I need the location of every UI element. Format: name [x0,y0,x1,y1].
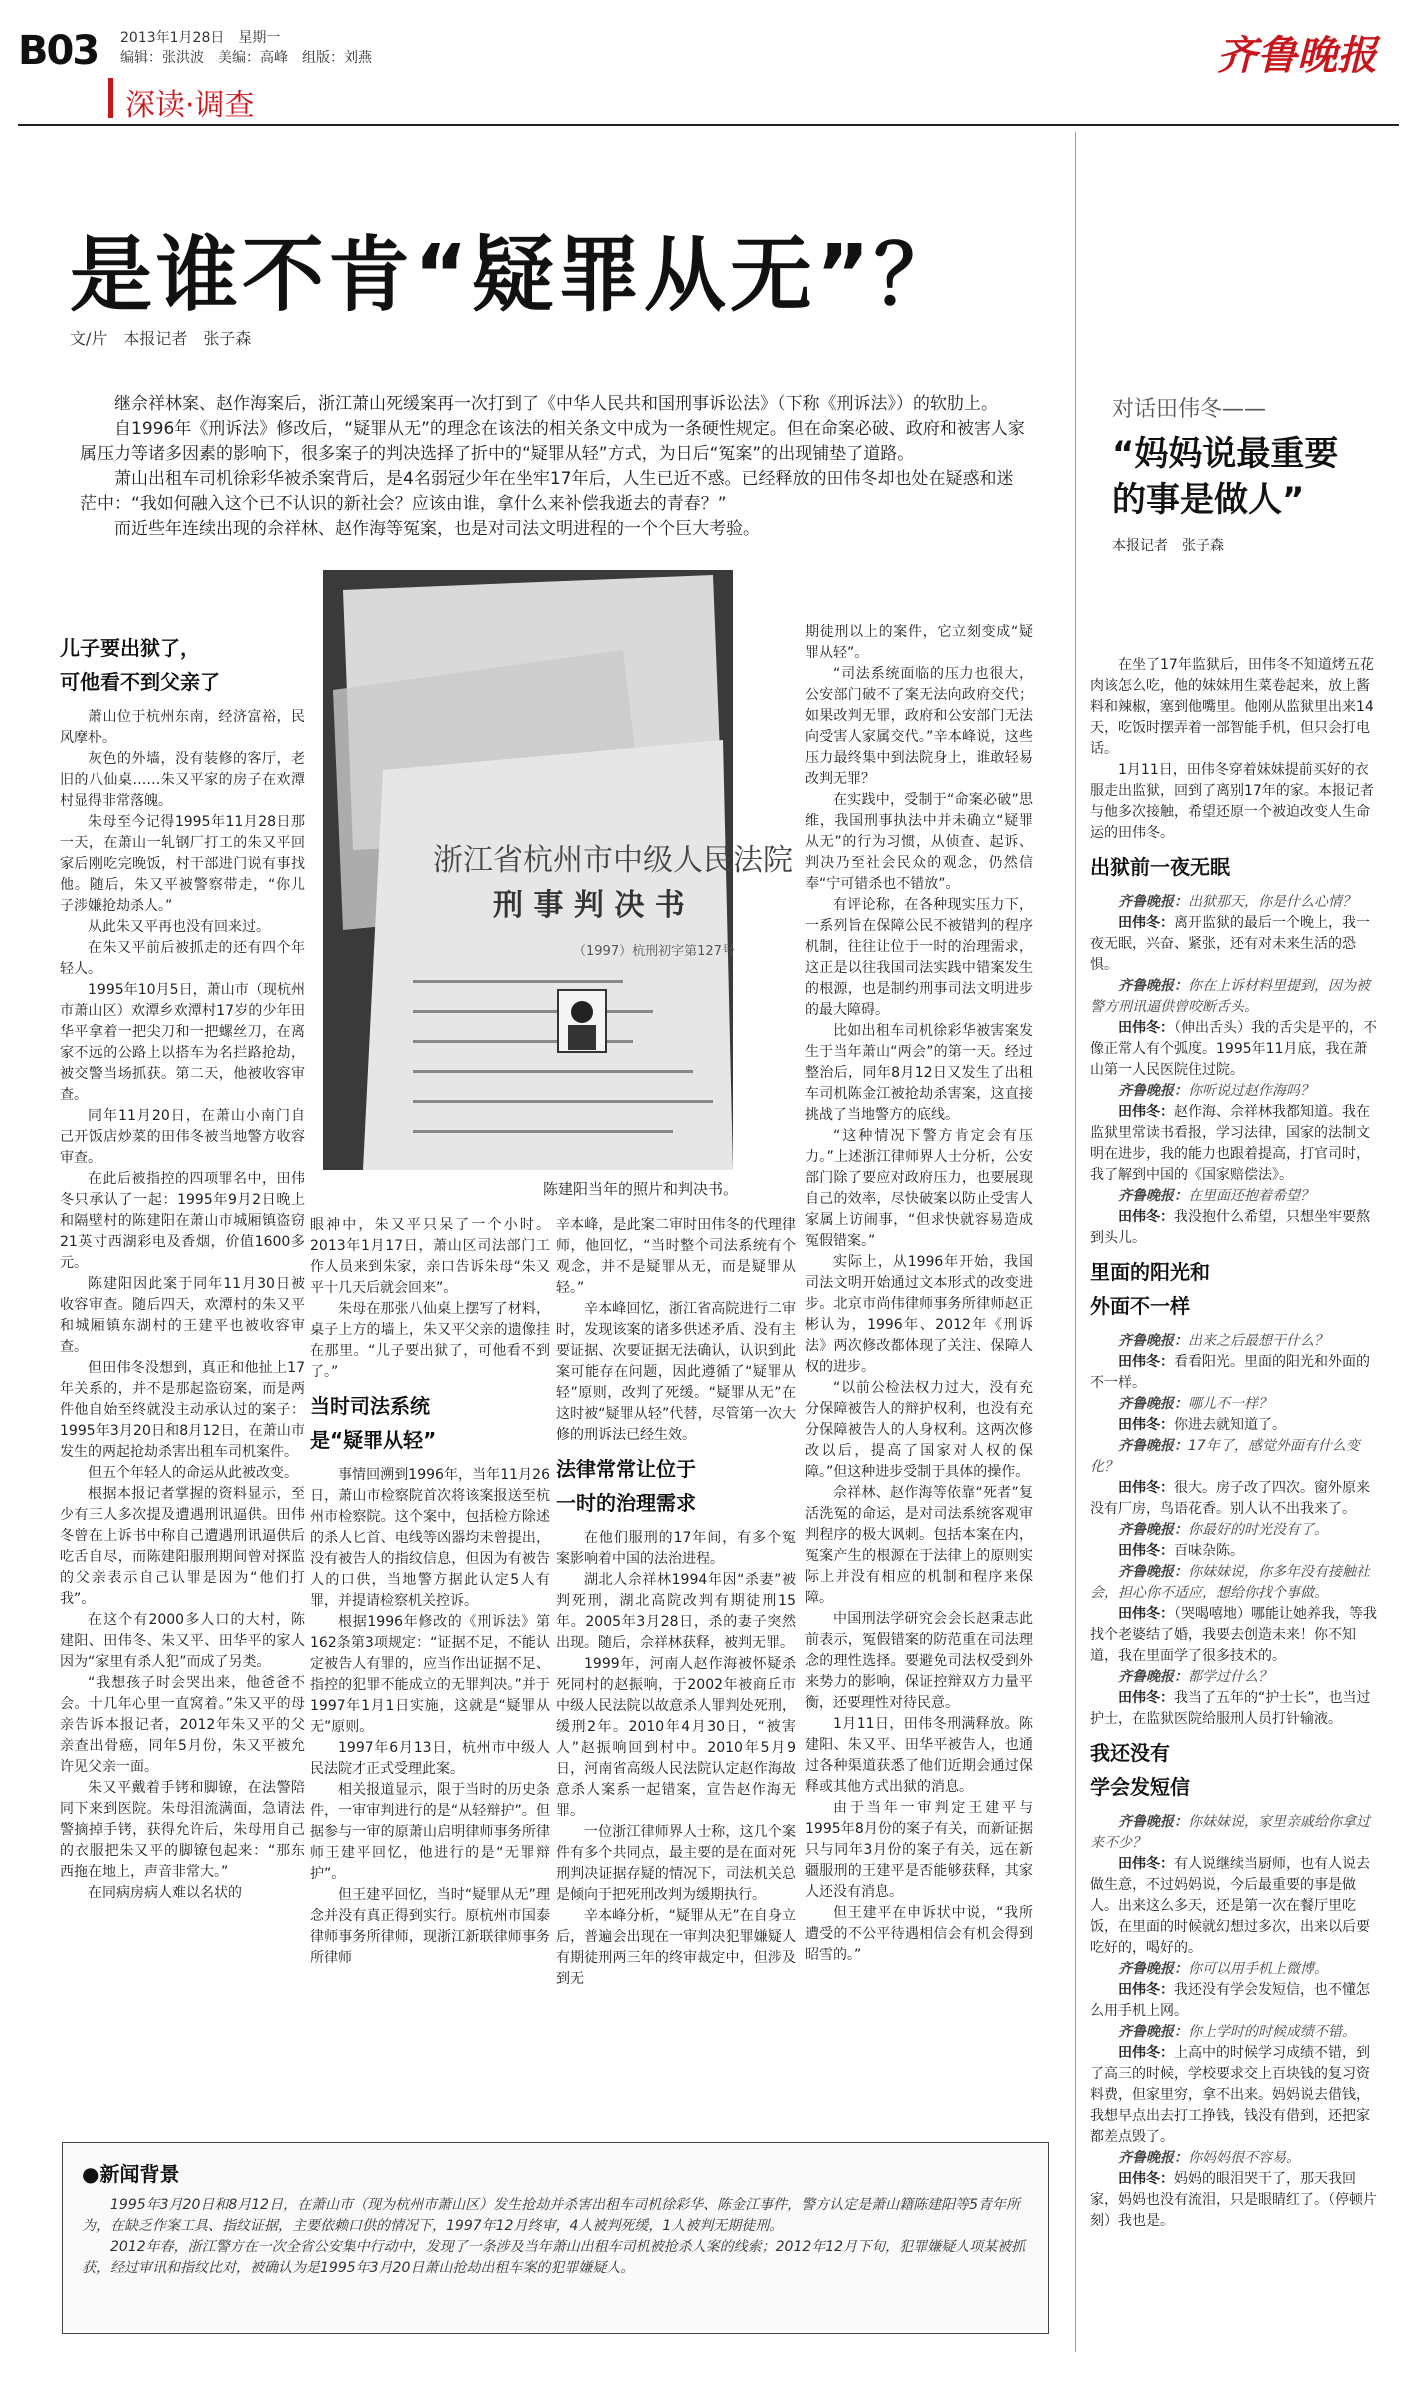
answer [1090,1352,1380,1394]
answer [1090,1541,1380,1562]
question [1090,1667,1380,1688]
utterance: 我当了五年的“护士长”，也当过护士，在监狱医院给服刑人员打针输液。 [1090,1690,1371,1727]
paragraph: 根据本报记者掌握的资料显示，至少有三人多次提及遭遇刑讯逼供。田伟冬曾在上诉书中称自己遭遇刑讯逼供后吃舌自尽，而陈建阳服刑期间曾对探监的父亲表示自己认罪是因为“他们打我”。 [60,1486,305,1607]
question [1090,1436,1380,1478]
question [1090,1562,1380,1604]
paragraph: 辛本峰，是此案二审时田伟冬的代理律师，他回忆，“当时整个司法系统有个观念，并不是疑罪从无，而是疑罪从轻。” [556,1217,796,1296]
news-background-label: 新闻背景 [99,2162,180,2186]
question [1090,1394,1380,1415]
column-divider [1075,132,1076,2352]
speaker: 田伟冬： [1118,1856,1174,1872]
paragraph: 但田伟冬没想到，真正和他扯上17年关系的，并不是那起盗窃案，而是两件他自始至终就没主动承认过的案子：1995年3月20日和8月12日，在萧山市发生的两起抢劫杀害出租车司机案件。 [60,1360,305,1460]
speaker: 齐鲁晚报： [1118,1522,1188,1538]
paragraph: 1995年10月5日，萧山市（现杭州市萧山区）欢潭乡欢潭村17岁的少年田华平拿着一把尖刀和一把螺丝刀，在离家不远的公路上以搭车为名拦路抢劫，被交警当场抓获。第二天，他被收容审查。 [60,982,305,1103]
paragraph: 1999年，河南人赵作海被怀疑杀死同村的赵振响，于2002年被商丘市中级人民法院以故意杀人罪判处死刑，缓刑2年。2010年4月30日，“被害人”赵振响回到村中。2010年5月9日，河南省高级人民法院认定赵作海故意杀人案系一起错案，宣告赵作海无罪。 [556,1656,796,1819]
utterance: 你妹妹说，你多年没有接触社会，担心你不适应，想给你找个事做。 [1090,1564,1370,1601]
section-marker [108,78,113,118]
speaker: 田伟冬： [1118,1209,1174,1225]
article-column-3 [556,1215,796,1990]
answer [1090,1415,1380,1436]
article-column-2 [310,1215,550,1969]
headline: 是谁不肯“疑罪从无”？ [70,228,960,323]
answer [1090,2043,1380,2148]
utterance: 有人说继续当厨师，也有人说去做生意，不过妈妈说，今后最重要的事是做人。出来这么多天，还是第一次在餐厅里吃饭，在里面的时候就幻想过多次，出来以后要吃好的，喝好的。 [1090,1856,1370,1956]
sidebar-header [1112,392,1382,555]
paragraph: 根据1996年修改的《刑诉法》第162条第3项规定：“证据不足，不能认定被告人有罪的，应当作出证据不足、指控的犯罪不能成立的无罪判决。”并于1997年1月1日实施，这就是“疑罪从无”原则。 [310,1614,550,1735]
utterance: 你最好的时光没有了。 [1188,1522,1328,1538]
subhead [1090,1736,1380,1804]
sidebar-kicker: 对话田伟冬—— [1112,397,1267,422]
utterance: 你可以用手机上微博。 [1188,1961,1328,1977]
answer [1090,1604,1380,1667]
paragraph: 由于当年一审判定王建平与1995年8月份的案子有关，而新证据只与同年3月份的案子有关，远在新疆服刑的王建平是否能够获释，其家人还没有消息。 [805,1800,1033,1900]
paragraph: 在此后被指控的四项罪名中，田伟冬只承认了一起：1995年9月2日晚上和隔壁村的陈建阳在萧山市城厢镇盗窃21英寸西湖彩电及香烟，价值1600多元。 [60,1171,305,1271]
answer [1090,1018,1380,1081]
paragraph: 同年11月20日，在萧山小南门自己开饭店炒菜的田伟冬被当地警方收容审查。 [60,1108,305,1166]
utterance: 出狱那天，你是什么心情？ [1188,894,1356,910]
subhead-line: 里面的阳光和 [1090,1260,1210,1284]
speaker: 田伟冬： [1118,1354,1174,1370]
paragraph: 事情回溯到1996年，当年11月26日，萧山市检察院首次将该案报送至杭州市检察院。这个案中，包括检方除述的杀人匕首、电线等凶器均未曾提出，没有被告人的指纹信息，但因为有被告人的口供，当地警方据此认定5人有罪，并提请检察机关控诉。 [310,1467,550,1609]
question [1090,2148,1380,2169]
header-meta [120,28,372,68]
speaker: 齐鲁晚报： [1118,978,1188,994]
article-column-1 [60,625,305,1904]
speaker: 齐鲁晚报： [1118,2024,1188,2040]
utterance: 你进去就知道了。 [1174,1417,1286,1433]
speaker: 田伟冬： [1118,1606,1174,1622]
utterance: 你妹妹说，家里亲戚给你拿过来不少？ [1090,1814,1370,1851]
paragraph: 但五个年轻人的命运从此被改变。 [88,1465,298,1481]
utterance: 17年了，感觉外面有什么变化？ [1090,1438,1360,1475]
lead-paragraph: 萧山出租车司机徐彩华被杀案背后，是4名弱冠少年在坐牢17年后，人生已近不惑。已经释放的田伟冬却也处在疑惑和迷茫中：“我如何融入这个已不认识的新社会？应该由谁，拿什么来补偿我逝去的青春？” [80,469,1014,514]
paragraph: 在同病房病人难以名状的 [88,1885,242,1901]
news-background-title [82,2158,179,2187]
paragraph: 1月11日，田伟冬刑满释放。陈建阳、朱又平、田华平被告人，也通过各种渠道获悉了他们近期会通过保释或其他方式出狱的消息。 [805,1716,1033,1795]
doc-case-number: （1997）杭刑初字第127号 [573,944,735,959]
paragraph: 1997年6月13日，杭州市中级人民法院才正式受理此案。 [310,1740,550,1777]
subhead-line: 法律常常让位于 [556,1457,696,1481]
article-column-4 [805,622,1033,1966]
utterance: 赵作海、佘祥林我都知道。我在监狱里常读书看报，学习法律，国家的法制文明在进步，我的能力也跟着提高，打官司时，我了解到中国的《国家赔偿法》。 [1090,1104,1370,1183]
question [1090,976,1380,1018]
paragraph: 陈建阳因此案于同年11月30日被收容审查。随后四天，欢潭村的朱又平和城厢镇东湖村的王建平也被收容审查。 [60,1276,305,1355]
speaker: 齐鲁晚报： [1118,1333,1188,1349]
utterance: 百味杂陈。 [1174,1543,1244,1559]
utterance: 你上学时的时候成绩不错。 [1188,2024,1356,2040]
utterance: 我没抱什么希望，只想坐牢要熬到头儿。 [1090,1209,1370,1246]
section-title: 深读·调查 [125,88,255,123]
answer [1090,913,1380,976]
qa-block [1090,1812,1380,2232]
utterance: 你妈妈很不容易。 [1188,2150,1300,2166]
paragraph: “我想孩子时会哭出来，他爸爸不会。十几年心里一直窝着。”朱又平的母亲告诉本报记者，2012年朱又平的父亲查出骨癌，同年5月份，朱又平被允许见父亲一面。 [60,1675,305,1775]
speaker: 田伟冬： [1118,1982,1174,1998]
lead-paragraph: 而近些年连续出现的佘祥林、赵作海等冤案，也是对司法文明进程的一个个巨大考验。 [114,519,760,539]
question [1090,1081,1380,1102]
answer [1090,1207,1380,1249]
question [1090,1520,1380,1541]
speaker: 田伟冬： [1118,1690,1174,1706]
paragraph: “这种情况下警方肯定会有压力。”上述浙江律师界人士分析，公安部门除了要应对政府压力，也要展现自己的效率，尽快破案以防止受害人家属上访闹事，“但求快就容易造成冤假错案。” [805,1128,1033,1249]
paragraph: 一位浙江律师界人士称，这几个案件有多个共同点，最主要的是在面对死刑判决证据存疑的情况下，司法机关总是倾向于把死刑改判为缓期执行。 [556,1824,796,1903]
paragraph: 在朱又平前后被抓走的还有四个年轻人。 [60,940,305,977]
speaker: 齐鲁晚报： [1118,1961,1188,1977]
answer [1090,2169,1380,2232]
paragraph: 朱母至今记得1995年11月28日那一天，在萧山一轧钢厂打工的朱又平回家后刚吃完晚饭，村干部进门说有事找他。随后，朱又平被警察带走，“你儿子涉嫌抢劫杀人。” [60,814,305,914]
speaker: 田伟冬： [1118,915,1174,931]
paragraph: 中国刑法学研究会会长赵秉志此前表示，冤假错案的防范重在司法理念的理性选择。要避免司法权受到外来势力的影响，保证控辩双方力量平衡，还要理性对待民意。 [805,1611,1033,1711]
utterance: 妈妈的眼泪哭干了，那天我回家，妈妈也没有流泪，只是眼睛红了。（停顿片刻）我也是。 [1090,2171,1377,2229]
header-date: 2013年1月28日 星期一 [120,30,281,46]
paragraph: 1月11日，田伟冬穿着妹妹提前买好的衣服走出监狱，回到了离别17年的家。本报记者与他多次接触，希望还原一个被迫改变人生命运的田伟冬。 [1090,762,1374,841]
answer [1090,1854,1380,1959]
speaker: 齐鲁晚报： [1118,2150,1188,2166]
utterance: 哪儿不一样？ [1188,1396,1272,1412]
utterance: 你在上诉材料里提到，因为被警方刑讯逼供曾咬断舌头。 [1090,978,1370,1015]
paragraph: 辛本峰回忆，浙江省高院进行二审时，发现该案的诸多供述矛盾、没有主要证据、次要证据无法确认，认识到此案可能存在问题，因此遵循了“疑罪从轻”原则，改判了死缓。“疑罪从无”在这时被“疑罪从轻”代替，尽管第一次大修的刑诉法已经生效。 [556,1301,796,1443]
byline: 文/片 本报记者 张子森 [70,329,252,348]
paragraph: 佘祥林、赵作海等依靠“死者”复活洗冤的命运，是对司法系统客观审判程序的极大讽刺。包括本案在内，冤案产生的根源在于法律上的原则实际上并没有相应的机制和程序来保障。 [805,1485,1033,1606]
paragraph: 从此朱又平再也没有回来过。 [88,919,270,935]
paragraph: 比如出租车司机徐彩华被害案发生于当年萧山“两会”的第一天。经过整治后，同年8月12日又发生了出租车司机陈金江被抢劫杀害案，这直接挑战了当地警方的底线。 [805,1023,1033,1123]
paragraph: 灰色的外墙，没有装修的客厅，老旧的八仙桌……朱又平家的房子在欢潭村显得非常落魄。 [60,751,305,809]
speaker: 田伟冬： [1118,1417,1174,1433]
header-editors: 编辑：张洪波 美编：高峰 组版：刘燕 [120,50,372,66]
speaker: 田伟冬： [1118,2171,1174,2187]
paragraph: 实际上，从1996年开始，我国司法文明开始通过文本形式的改变进步。北京市尚伟律师事务所律师赵正彬认为，1996年、2012年《刑诉法》两次修改都体现了关注、保障人权的进步。 [805,1254,1033,1375]
verdict-photo [323,570,793,1170]
subhead-line: 我还没有 [1090,1741,1170,1765]
speaker: 齐鲁晚报： [1118,1438,1188,1454]
paragraph: 萧山位于杭州东南，经济富裕，民风摩朴。 [60,709,305,746]
subhead [310,1389,550,1457]
subhead-line: 一时的治理需求 [556,1491,696,1515]
question [1090,1331,1380,1352]
answer [1090,1980,1380,2022]
paragraph: 在实践中，受制于“命案必破”思维，我国刑事执法中并未确立“疑罪从无”的行为习惯，从侦查、起诉、判决乃至社会民众的观念，仍然信奉“宁可错杀也不错放”。 [805,792,1033,892]
page-number: B03 [18,28,99,74]
subhead-line: 是“疑罪从轻” [310,1428,437,1452]
answer [1090,1688,1380,1730]
subhead: 出狱前一夜无眠 [1090,855,1230,879]
subhead-line: 可他看不到父亲了 [60,670,220,694]
utterance: 都学过什么？ [1188,1669,1272,1685]
speaker: 田伟冬： [1118,2045,1174,2061]
question [1090,1812,1380,1854]
answer [1090,1102,1380,1186]
answer [1090,1478,1380,1520]
sidebar-title-line: 的事是做人” [1112,480,1305,520]
masthead-logo: 齐鲁晚报 [1217,32,1377,79]
utterance: （哭喝嘻地）哪能让她养我，等我找个老婆结了婚，我要去创造未来！你不知道，我在里面学了很多技术的。 [1090,1606,1377,1664]
paragraph: 在他们服刑的17年间，有多个冤案影响着中国的法治进程。 [556,1530,796,1567]
lead-paragraph: 继佘祥林案、赵作海案后，浙江萧山死缓案再一次打到了《中华人民共和国刑事诉讼法》（下称《刑诉法》）的软肋上。 [114,394,998,414]
paragraph: 但王建平回忆，当时“疑罪从无”理念并没有真正得到实行。原杭州市国泰律师事务所律师，现浙江新联律师事务所律师 [310,1887,550,1966]
speaker: 齐鲁晚报： [1118,1188,1188,1204]
paragraph: 辛本峰分析，“疑罪从无”在自身立后，普遍会出现在一审判决犯罪嫌疑人有期徒刑两三年的终审裁定中，但涉及到无 [556,1908,796,1987]
speaker: 齐鲁晚报： [1118,1396,1188,1412]
speaker: 齐鲁晚报： [1118,1564,1188,1580]
speaker: 田伟冬： [1118,1020,1174,1036]
paragraph: 眼神中，朱又平只呆了一个小时。2013年1月17日，萧山区司法部门工作人员来到朱家，亲口告诉朱母“朱又平十几天后就会回来”。 [310,1217,550,1296]
subhead [1090,1255,1380,1323]
paragraph: 朱又平戴着手铐和脚镣，在法警陪同下来到医院。朱母泪流满面，急请法警摘掉手铐，获得允许后，朱母用自己的衣服把朱又平的脚镣包起来：“那东西拖在地上，声音非常大。” [60,1780,305,1880]
sidebar-title [1112,431,1382,523]
speaker: 田伟冬： [1118,1480,1174,1496]
verdict-document-image [323,570,793,1170]
speaker: 齐鲁晚报： [1118,1669,1188,1685]
utterance: 看看阳光。里面的阳光和外面的不一样。 [1090,1354,1370,1391]
subhead [60,631,305,699]
paragraph: “以前公检法权力过大，没有充分保障被告人的辩护权利，也没有充分保障被告人的人身权利。这两次修改以后，提高了国家对人权的保障。”但这种进步受制于具体的操作。 [805,1380,1033,1480]
utterance: 出来之后最想干什么？ [1188,1333,1328,1349]
paragraph: 相关报道显示，限于当时的历史条件，一审审判进行的是“从轻辩护”。但据参与一审的原萧山启明律师事务所律师王建平回忆，他进行的是“无罪辩护”。 [310,1782,550,1882]
dot-icon: ● [82,2162,100,2186]
paragraph: 期徒刑以上的案件，它立刻变成“疑罪从轻”。 [805,624,1033,661]
speaker: 田伟冬： [1118,1543,1174,1559]
paragraph: 在这个有2000多人口的大村，陈建阳、田伟冬、朱又平、田华平的家人因为“家里有杀人犯”而成了另类。 [60,1612,305,1670]
photo-caption: 陈建阳当年的照片和判决书。 [543,1180,739,1198]
speaker: 齐鲁晚报： [1118,1814,1188,1830]
doc-type: 刑 事 判 决 书 [493,888,685,923]
subhead-line: 学会发短信 [1090,1775,1190,1799]
sidebar-byline: 本报记者 张子森 [1112,538,1224,554]
utterance: （伸出舌头）我的舌尖是平的，不像正常人有个弧度。1995年11月底，我在萧山第一人民医院住过院。 [1090,1020,1377,1078]
speaker: 齐鲁晚报： [1118,1083,1188,1099]
paragraph: “司法系统面临的压力也很大，公安部门破不了案无法向政府交代；如果改判无罪，政府和公安部门无法向受害人家属交代。”辛本峰说，这些压力最终集中到法院身上，谁敢轻易改判无罪？ [805,666,1033,787]
utterance: 很大。房子改了四次。窗外原来没有厂房，鸟语花香。别人认不出我来了。 [1090,1480,1370,1517]
lead-paragraphs [80,392,1030,542]
paragraph: 在坐了17年监狱后，田伟冬不知道烤五花肉该怎么吃，他的妹妹用生菜卷起来，放上酱料和辣椒，塞到他嘴里。他刚从监狱里出来14天，吃饭时摆弄着一部智能手机，但只会打电话。 [1090,657,1374,757]
question [1090,1959,1380,1980]
qa-block [1090,1331,1380,1730]
doc-court-name: 浙江省杭州市中级人民法院 [433,843,793,878]
speaker: 齐鲁晚报： [1118,894,1188,910]
utterance: 你听说过赵作海吗？ [1188,1083,1314,1099]
paragraph: 湖北人佘祥林1994年因“杀妻”被判死刑，湖北高院改判有期徒刑15年。2005年3月28日，杀的妻子突然出现。随后，佘祥林获释，被判无罪。 [556,1572,796,1651]
paragraph: 2012年春，浙江警方在一次全省公安集中行动中，发现了一条涉及当年萧山出租车司机被抢杀人案的线索；2012年12月下旬，犯罪嫌疑人项某被抓获，经过审讯和指纹比对，被确认为是1995年3月20日萧山抢劫出租车案的犯罪嫌疑人。 [82,2239,1026,2276]
header-rule [18,124,1399,126]
question [1090,1186,1380,1207]
question [1090,2022,1380,2043]
paragraph: 朱母在那张八仙桌上摆写了材料，桌子上方的墙上，朱又平父亲的遗像挂在那里。“儿子要出狱了，可他看不到了。” [310,1301,550,1380]
news-background-text [82,2195,1027,2279]
subhead-line: 当时司法系统 [310,1394,430,1418]
sidebar-title-line: “妈妈说最重要 [1112,434,1339,474]
utterance: 在里面还抱着希望？ [1188,1188,1314,1204]
lead-paragraph: 自1996年《刑诉法》修改后，“疑罪从无”的理念在该法的相关条文中成为一条硬性规定。但在命案必破、政府和被害人家属压力等诸多因素的影响下，很多案子的判决选择了折中的“疑罪从轻”方式，为日后“冤案”的出现铺垫了道路。 [80,419,1025,464]
utterance: 我还没有学会发短信，也不懂怎么用手机上网。 [1090,1982,1370,2019]
paragraph: 但王建平在申诉状中说，“我所遭受的不公平待遇相信会有机会得到昭雪的。” [805,1905,1033,1963]
utterance: 上高中的时候学习成绩不错，到了高三的时候，学校要求交上百块钱的复习资料费，但家里穷，拿不出来。妈妈说去借钱，我想早点出去打工挣钱，钱没有借到，还把家都差点毁了。 [1090,2045,1370,2145]
subhead-line: 外面不一样 [1090,1294,1190,1318]
subhead-line: 儿子要出狱了， [60,636,200,660]
speaker: 田伟冬： [1118,1104,1174,1120]
qa-block [1090,892,1380,1249]
utterance: 离开监狱的最后一个晚上，我一夜无眠，兴奋、紧张，还有对未来生活的恐惧。 [1090,915,1370,973]
paragraph: 1995年3月20日和8月12日，在萧山市（现为杭州市萧山区）发生抢劫并杀害出租车司机徐彩华、陈金江事件，警方认定是萧山籍陈建阳等5青年所为，在缺乏作案工具、指纹证据，主要依赖口供的情况下，1997年12月终审，4人被判死缓，1人被判无期徒刑。 [82,2197,1020,2234]
subhead [556,1452,796,1520]
paragraph: 有评论称，在各种现实压力下，一系列旨在保障公民不被错判的程序机制，往往让位于一时的治理需求，这正是以往我国司法实践中错案发生的根源，也是制约刑事司法文明进步的最大障碍。 [805,897,1033,1018]
sidebar-body [1090,655,1380,2232]
question [1090,892,1380,913]
